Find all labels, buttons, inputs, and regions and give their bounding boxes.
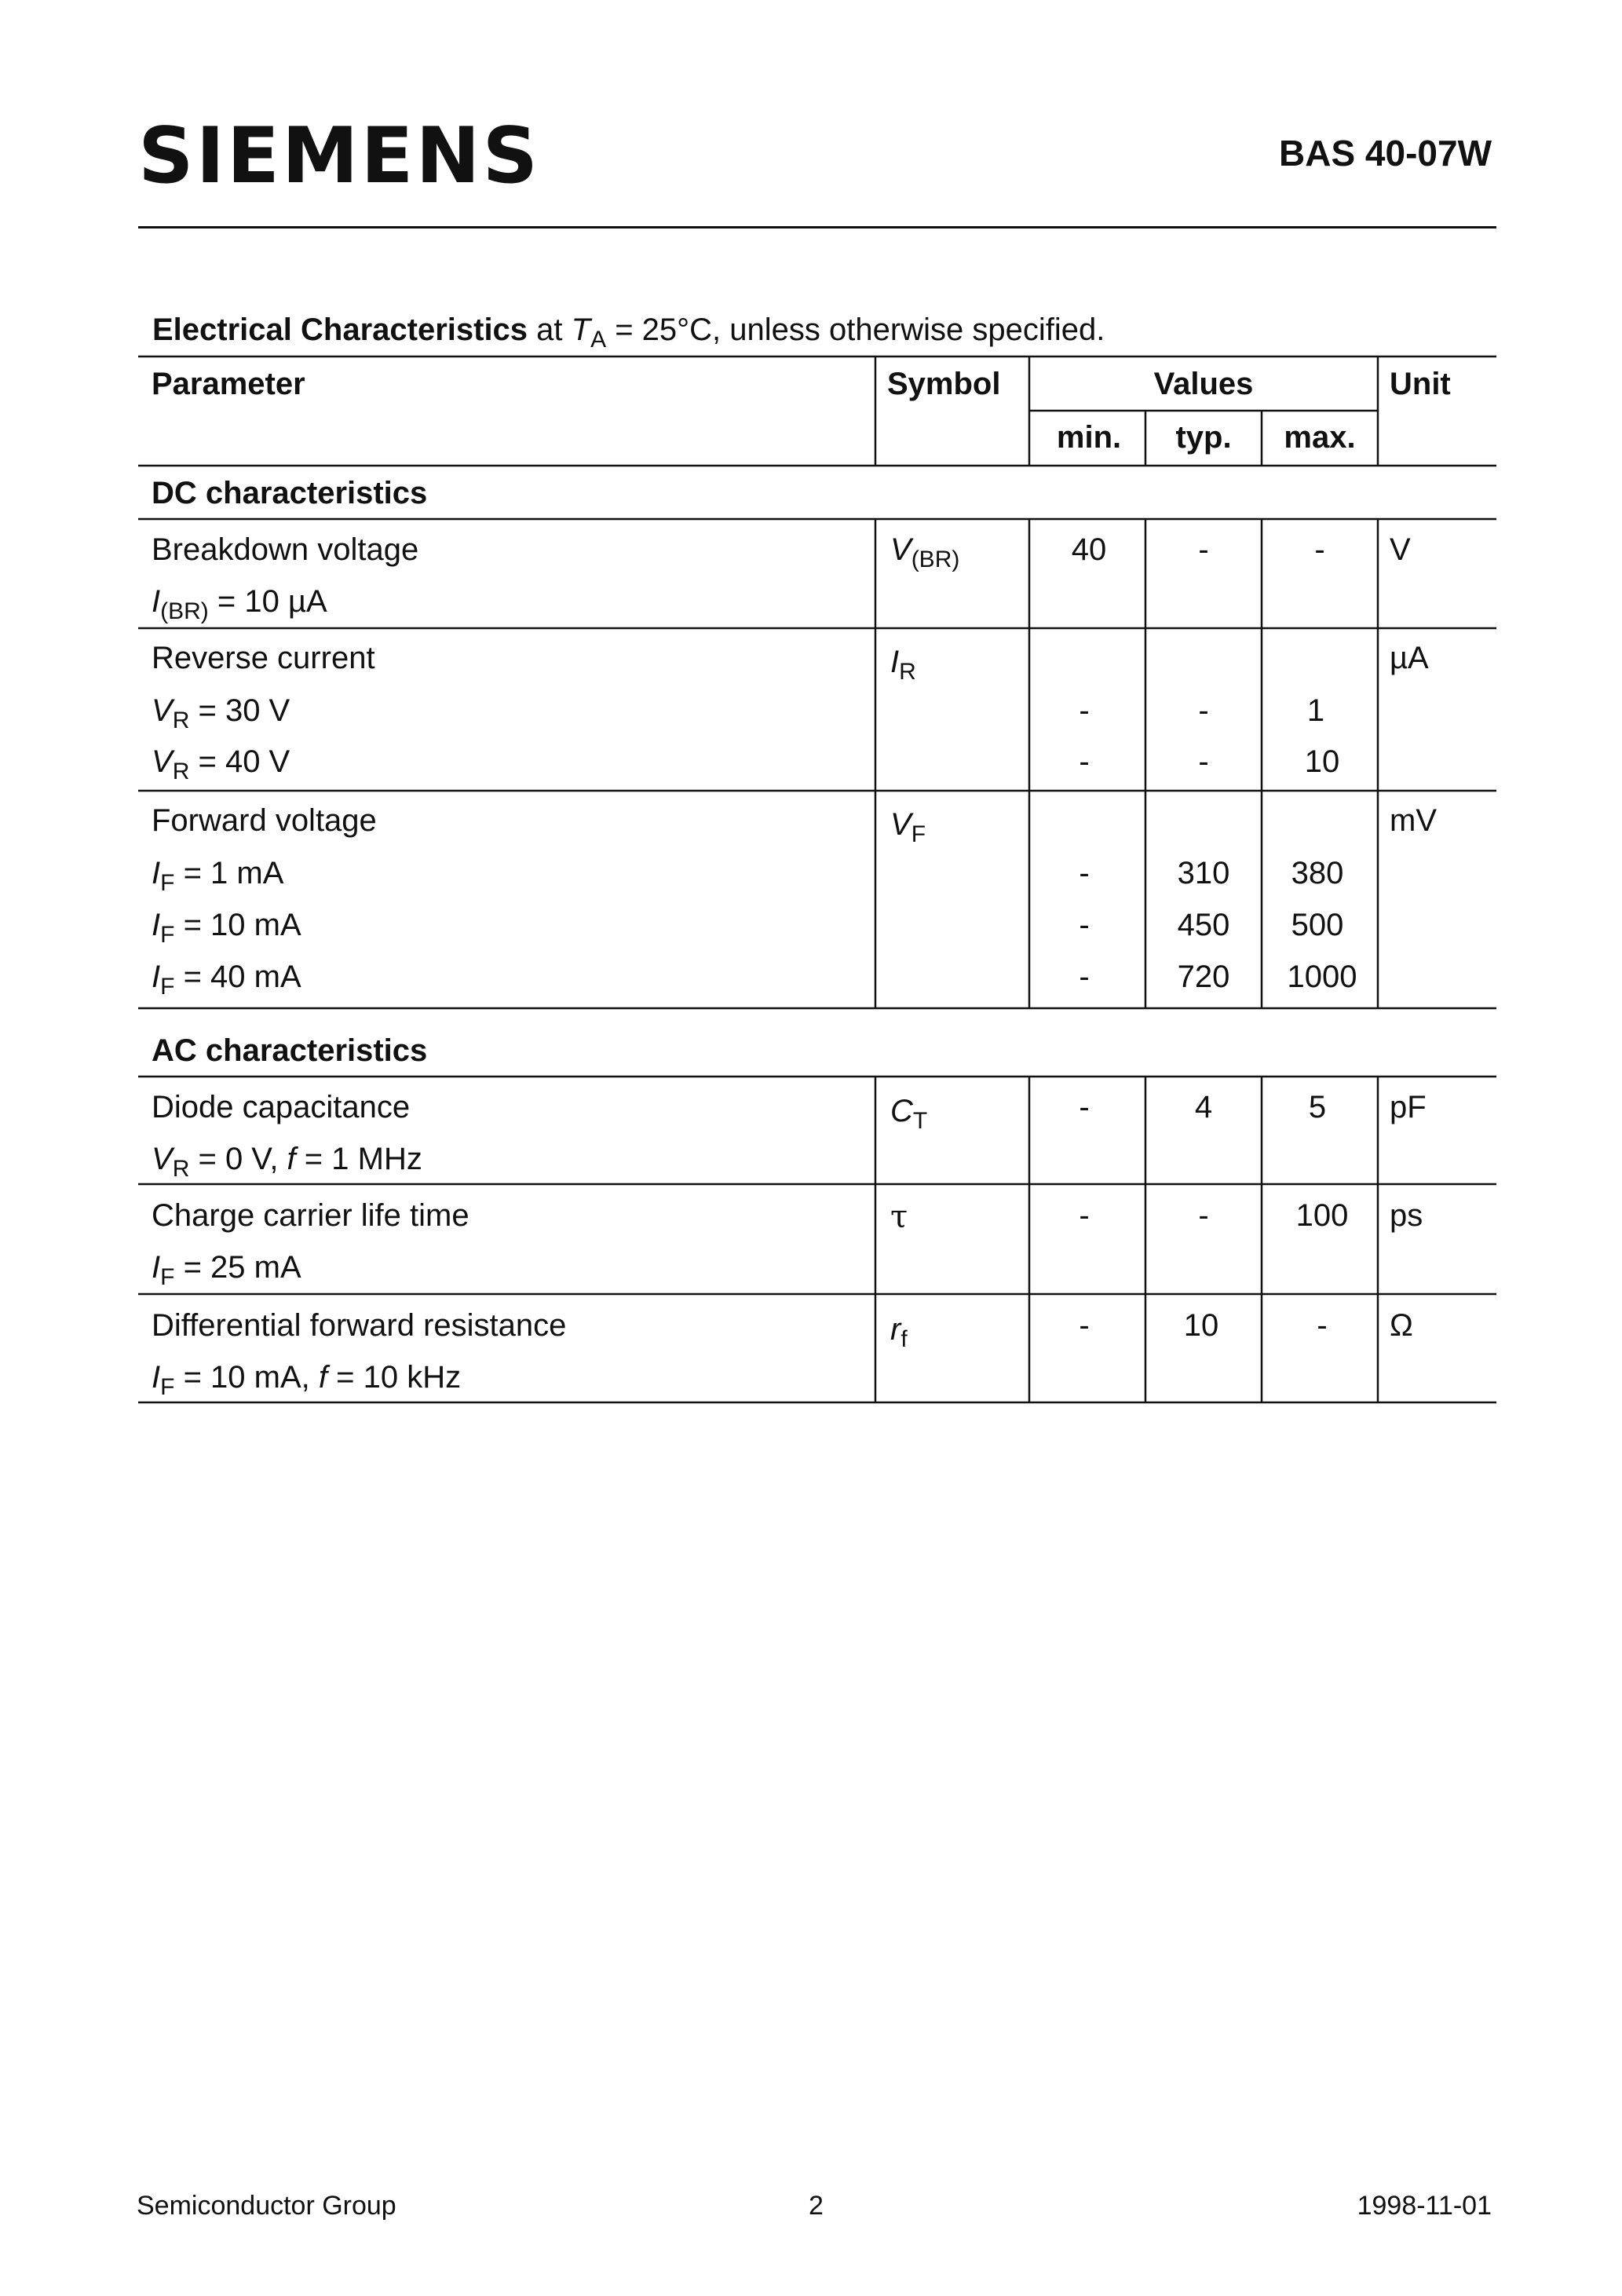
reverse-2-max: 10: [1304, 744, 1340, 779]
section-ac: AC characteristics: [152, 1033, 428, 1068]
cond-symbol: I: [152, 584, 161, 619]
forward-2-max: 500: [1291, 908, 1344, 942]
cond-sub: F: [160, 1374, 175, 1400]
symbol-main: V: [890, 532, 911, 567]
forward-3-min: -: [1079, 960, 1090, 994]
resistance-unit: Ω: [1390, 1308, 1413, 1343]
forward-1-min: -: [1079, 856, 1090, 890]
cond-text: = 30 V: [189, 693, 290, 728]
symbol-sub: f: [901, 1326, 908, 1352]
heading-ta-sub: A: [590, 327, 607, 353]
lifetime-typ: -: [1198, 1198, 1209, 1233]
header-rule: [138, 226, 1496, 229]
forward-1-typ: 310: [1177, 856, 1230, 890]
resistance-typ: 10: [1183, 1308, 1219, 1343]
footer-page-number: 2: [809, 2191, 824, 2221]
heading-conditions: = 25°C, unless otherwise specified.: [606, 313, 1105, 347]
cond-resistance: [152, 1360, 462, 1400]
cond-symbol: V: [152, 1142, 173, 1176]
cond-text: = 40 mA: [174, 960, 301, 994]
cond-symbol: V: [152, 693, 173, 728]
cond-text: = 25 mA: [174, 1250, 301, 1285]
forward-1-max: 380: [1291, 856, 1344, 890]
reverse-unit: µA: [1390, 641, 1429, 675]
symbol-breakdown: [890, 532, 960, 572]
cond-freq-symbol: f: [318, 1360, 327, 1395]
symbol-sub: R: [899, 659, 916, 685]
cond-sub: R: [172, 759, 190, 784]
col-header-min: min.: [1056, 420, 1122, 455]
col-header-unit: Unit: [1390, 367, 1451, 401]
forward-3-typ: 720: [1177, 960, 1230, 994]
heading-at: at: [528, 313, 572, 347]
cond-forward-1: [152, 856, 284, 896]
breakdown-min: 40: [1071, 532, 1107, 567]
cond-reverse-2: [152, 744, 290, 784]
cond-lifetime: [152, 1250, 301, 1290]
lifetime-max: 100: [1295, 1198, 1349, 1233]
breakdown-unit: V: [1390, 532, 1411, 567]
reverse-1-min: -: [1079, 693, 1090, 728]
cond-symbol: I: [152, 908, 161, 942]
reverse-2-typ: -: [1198, 744, 1209, 779]
capacitance-unit: pF: [1390, 1090, 1427, 1124]
lifetime-min: -: [1079, 1198, 1090, 1233]
param-lifetime: Charge carrier life time: [152, 1198, 469, 1233]
col-header-parameter: Parameter: [152, 367, 305, 401]
symbol-resistance: [890, 1312, 908, 1352]
cond-text: = 10 mA,: [174, 1360, 319, 1395]
footer-left: Semiconductor Group: [137, 2191, 396, 2221]
capacitance-min: -: [1079, 1090, 1090, 1124]
cond-freq-text: = 1 MHz: [295, 1142, 422, 1176]
col-header-values: Values: [1153, 367, 1254, 401]
section-dc: DC characteristics: [152, 476, 428, 510]
capacitance-typ: 4: [1194, 1090, 1213, 1124]
cond-text: = 1 mA: [174, 856, 284, 890]
forward-unit: mV: [1390, 803, 1437, 838]
param-forward: Forward voltage: [152, 803, 377, 838]
capacitance-max: 5: [1308, 1090, 1327, 1124]
col-header-max: max.: [1284, 420, 1356, 455]
symbol-main: C: [890, 1094, 913, 1128]
resistance-max: -: [1317, 1308, 1328, 1343]
forward-2-typ: 450: [1177, 908, 1230, 942]
param-breakdown: Breakdown voltage: [152, 532, 419, 567]
forward-3-max: 1000: [1287, 960, 1357, 994]
cond-text: = 40 V: [189, 744, 290, 779]
resistance-min: -: [1079, 1308, 1090, 1343]
symbol-main: r: [890, 1312, 901, 1347]
cond-sub: R: [172, 707, 190, 733]
col-header-symbol: Symbol: [887, 367, 1001, 401]
symbol-sub: F: [911, 821, 926, 847]
cond-text: = 10 mA: [174, 908, 301, 942]
cond-symbol: V: [152, 744, 173, 779]
symbol-main: V: [890, 807, 911, 842]
breakdown-max: -: [1314, 532, 1325, 567]
cond-sub: (BR): [160, 598, 209, 624]
param-reverse: Reverse current: [152, 641, 375, 675]
symbol-lifetime: τ: [890, 1199, 908, 1235]
siemens-logo: SIEMENS: [138, 112, 541, 201]
col-header-typ: typ.: [1175, 420, 1232, 455]
breakdown-typ: -: [1198, 532, 1209, 567]
cond-symbol: I: [152, 1250, 161, 1285]
heading-ta-symbol: T: [571, 313, 591, 347]
cond-text: = 0 V,: [189, 1142, 287, 1176]
cond-symbol: I: [152, 960, 161, 994]
cond-sub: F: [160, 922, 175, 948]
symbol-sub: T: [912, 1108, 928, 1134]
footer-date: 1998-11-01: [1357, 2191, 1492, 2221]
cond-freq-text: = 10 kHz: [327, 1360, 462, 1395]
table-heading: [152, 313, 1105, 353]
cond-forward-3: [152, 960, 301, 1000]
cond-freq-symbol: f: [287, 1142, 296, 1176]
param-capacitance: Diode capacitance: [152, 1090, 411, 1124]
symbol-reverse: [890, 645, 916, 685]
forward-2-min: -: [1079, 908, 1090, 942]
cond-text: = 10 µA: [208, 584, 327, 619]
cond-sub: F: [160, 974, 175, 1000]
symbol-main: I: [890, 645, 900, 679]
part-number: BAS 40-07W: [1279, 133, 1492, 174]
reverse-1-typ: -: [1198, 693, 1209, 728]
symbol-sub: (BR): [911, 547, 960, 572]
cond-symbol: I: [152, 1360, 161, 1395]
cond-sub: F: [160, 870, 175, 896]
cond-forward-2: [152, 908, 301, 948]
reverse-1-max: 1: [1306, 693, 1325, 728]
cond-reverse-1: [152, 693, 290, 733]
cond-breakdown: [152, 584, 327, 624]
symbol-forward: [890, 807, 926, 847]
cond-sub: F: [160, 1264, 175, 1290]
lifetime-unit: ps: [1390, 1198, 1423, 1233]
heading-title: Electrical Characteristics: [152, 313, 528, 347]
cond-sub: R: [172, 1156, 190, 1182]
cond-capacitance: [152, 1142, 422, 1182]
symbol-capacitance: [890, 1094, 928, 1134]
param-resistance: Differential forward resistance: [152, 1308, 567, 1343]
reverse-2-min: -: [1079, 744, 1090, 779]
cond-symbol: I: [152, 856, 161, 890]
